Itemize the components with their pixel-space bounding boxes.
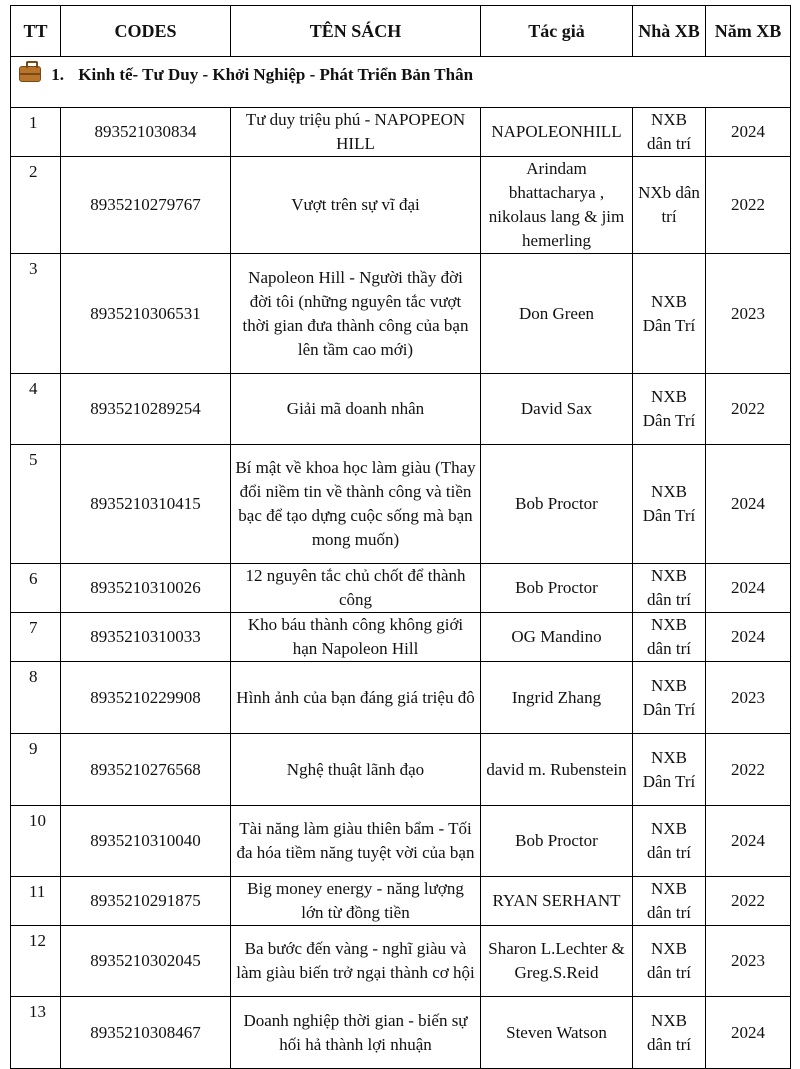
book-author: Bob Proctor [481,564,633,613]
book-title: Hình ảnh của bạn đáng giá triệu đô [231,662,481,734]
book-title: Vượt trên sự vĩ đại [231,157,481,254]
book-code: 8935210289254 [61,374,231,445]
table-row [11,108,791,157]
book-code: 8935210310415 [61,445,231,564]
section-number: 1. [51,65,64,84]
book-author: David Sax [481,374,633,445]
section-row [11,57,791,108]
row-number: 3 [11,254,61,374]
section-title: Kinh tế- Tư Duy - Khởi Nghiệp - Phát Triển Bản Thân [78,65,474,84]
row-number: 7 [11,613,61,662]
book-year: 2022 [706,734,791,806]
book-code: 8935210306531 [61,254,231,374]
book-author: Steven Watson [481,997,633,1069]
book-publisher: NXB Dân Trí [633,445,706,564]
book-code: 8935210302045 [61,926,231,997]
book-year: 2022 [706,877,791,926]
table-row [11,445,791,564]
book-author: Don Green [481,254,633,374]
book-code: 8935210276568 [61,734,231,806]
row-number: 9 [11,734,61,806]
book-publisher: NXB Dân Trí [633,254,706,374]
book-title: 12 nguyên tắc chủ chốt để thành công [231,564,481,613]
table-row [11,734,791,806]
book-code: 8935210310026 [61,564,231,613]
book-publisher: NXB Dân Trí [633,734,706,806]
book-list-table [10,5,791,1069]
header-author: Tác giả [481,6,633,57]
book-code: 8935210310033 [61,613,231,662]
book-author: Bob Proctor [481,806,633,877]
book-code: 8935210279767 [61,157,231,254]
book-code: 8935210310040 [61,806,231,877]
book-year: 2022 [706,157,791,254]
book-year: 2023 [706,254,791,374]
header-title: TÊN SÁCH [231,6,481,57]
book-year: 2024 [706,613,791,662]
table-row [11,157,791,254]
table-row [11,926,791,997]
book-title: Tư duy triệu phú - NAPOPEON HILL [231,108,481,157]
table-row [11,662,791,734]
book-code: 893521030834 [61,108,231,157]
book-publisher: NXB dân trí [633,806,706,877]
book-code: 8935210308467 [61,997,231,1069]
header-year: Năm XB [706,6,791,57]
book-author: Sharon L.Lechter & Greg.S.Reid [481,926,633,997]
book-year: 2024 [706,108,791,157]
row-number: 11 [11,877,61,926]
header-publisher: Nhà XB [633,6,706,57]
book-year: 2024 [706,806,791,877]
book-author: Bob Proctor [481,445,633,564]
book-author: NAPOLEONHILL [481,108,633,157]
book-author: Arindam bhattacharya , nikolaus lang & jim hemerling [481,157,633,254]
book-year: 2024 [706,564,791,613]
row-number: 5 [11,445,61,564]
row-number: 4 [11,374,61,445]
book-year: 2023 [706,662,791,734]
row-number: 1 [11,108,61,157]
table-row [11,564,791,613]
book-title: Napoleon Hill - Người thầy đời đời tôi (những nguyên tắc vượt thời gian đưa thành công của bạn lên tầm cao mới) [231,254,481,374]
book-publisher: NXB Dân Trí [633,662,706,734]
book-publisher: NXB Dân Trí [633,374,706,445]
book-publisher: NXB dân trí [633,997,706,1069]
table-row [11,613,791,662]
book-title: Doanh nghiệp thời gian - biến sự hối hả thành lợi nhuận [231,997,481,1069]
header-row [11,6,791,57]
row-number: 10 [11,806,61,877]
book-publisher: NXB dân trí [633,926,706,997]
book-author: OG Mandino [481,613,633,662]
row-number: 8 [11,662,61,734]
book-title: Kho báu thành công không giới hạn Napoleon Hill [231,613,481,662]
book-title: Ba bước đến vàng - nghĩ giàu và làm giàu biến trở ngại thành cơ hội [231,926,481,997]
table-row [11,806,791,877]
book-year: 2024 [706,997,791,1069]
book-title: Nghệ thuật lãnh đạo [231,734,481,806]
header-tt: TT [11,6,61,57]
book-author: RYAN SERHANT [481,877,633,926]
book-code: 8935210291875 [61,877,231,926]
book-code: 8935210229908 [61,662,231,734]
book-title: Giải mã doanh nhân [231,374,481,445]
header-codes: CODES [61,6,231,57]
section-cell [11,57,791,108]
table-row [11,374,791,445]
book-title: Big money energy - năng lượng lớn từ đồng tiền [231,877,481,926]
book-publisher: NXB dân trí [633,108,706,157]
row-number: 6 [11,564,61,613]
table-row [11,997,791,1069]
book-year: 2024 [706,445,791,564]
book-title: Bí mật về khoa học làm giàu (Thay đổi niềm tin về thành công và tiền bạc để tạo dựng cuộc sống mà bạn mong muốn) [231,445,481,564]
row-number: 2 [11,157,61,254]
book-publisher: NXB dân trí [633,877,706,926]
book-publisher: NXB dân trí [633,564,706,613]
briefcase-icon [19,66,41,82]
row-number: 12 [11,926,61,997]
book-author: david m. Rubenstein [481,734,633,806]
book-publisher: NXb dân trí [633,157,706,254]
row-number: 13 [11,997,61,1069]
table-row [11,877,791,926]
table-row [11,254,791,374]
book-year: 2022 [706,374,791,445]
book-publisher: NXB dân trí [633,613,706,662]
book-year: 2023 [706,926,791,997]
book-author: Ingrid Zhang [481,662,633,734]
book-title: Tài năng làm giàu thiên bẩm - Tối đa hóa tiềm năng tuyệt vời của bạn [231,806,481,877]
